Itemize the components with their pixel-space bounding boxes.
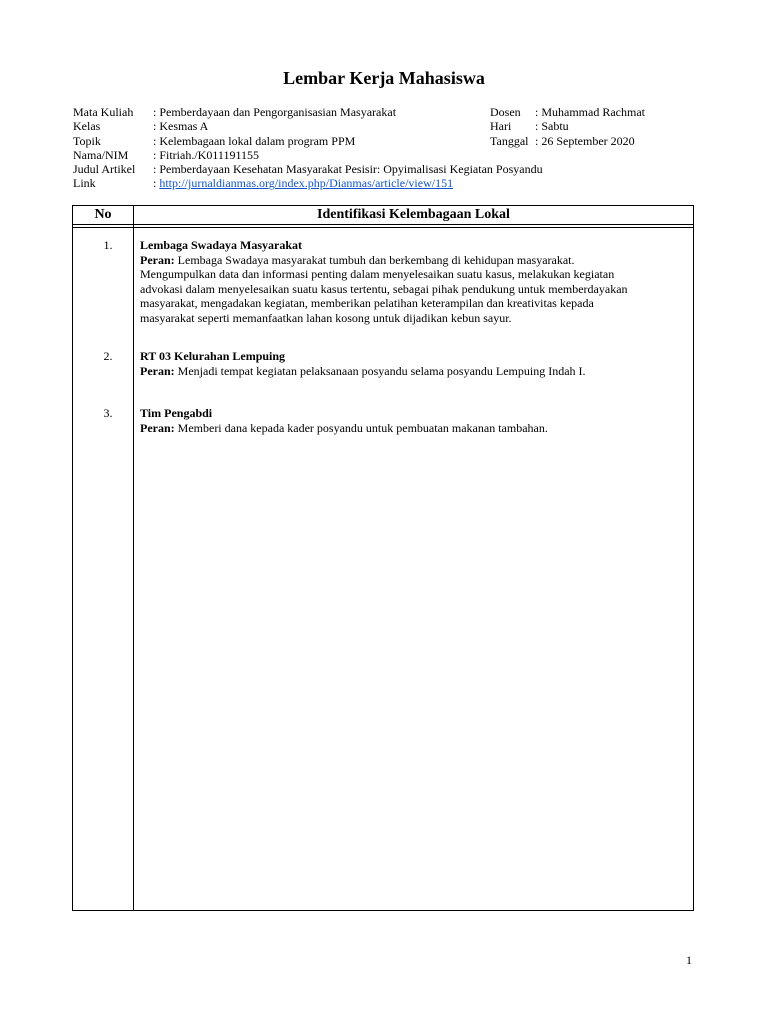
role-line: masyarakat, mengadakan kegiatan, memberikan pelatihan keterampilan dan kreativitas kepada bbox=[140, 296, 594, 310]
role-label: Peran: bbox=[140, 252, 175, 267]
link-field bbox=[153, 176, 453, 190]
kelas-label: Kelas bbox=[73, 119, 101, 134]
role-text bbox=[140, 253, 685, 268]
nama-nim-value: : Fitriah./K011191155 bbox=[153, 147, 259, 162]
column-header-identifikasi: Identifikasi Kelembagaan Lokal bbox=[317, 207, 510, 222]
nama-nim-label: Nama/NIM bbox=[73, 147, 129, 162]
info-row-mata-kuliah bbox=[73, 105, 693, 119]
hari-value: : Sabtu bbox=[535, 119, 569, 134]
judul-artikel-label: Judul Artikel bbox=[73, 162, 136, 177]
kelas-value: : Kesmas A bbox=[153, 119, 209, 134]
link-colon: : bbox=[153, 176, 160, 191]
institution-name: Lembaga Swadaya Masyarakat bbox=[140, 238, 303, 252]
info-row-nama bbox=[73, 148, 693, 162]
info-row-kelas bbox=[73, 119, 693, 133]
institution-name: Tim Pengabdi bbox=[140, 406, 213, 420]
topik-value: : Kelembagaan lokal dalam program PPM bbox=[153, 133, 356, 148]
page-number: 1 bbox=[686, 953, 692, 967]
link-label: Link bbox=[73, 176, 96, 191]
judul-artikel-value: : Pemberdayaan Kesehatan Masyarakat Pesisir: Opyimalisasi Kegiatan Posyandu bbox=[153, 162, 543, 177]
info-row-link bbox=[73, 176, 693, 190]
institution-name: RT 03 Kelurahan Lempuing bbox=[140, 349, 286, 363]
role-line: advokasi dalam menyelesaikan suatu kasus tertentu, sebagai pihak pendukung untuk memberdayakan bbox=[140, 281, 628, 296]
role-line: Lembaga Swadaya masyarakat tumbuh dan berkembang di kehidupan masyarakat. bbox=[174, 252, 575, 267]
row-content bbox=[140, 238, 685, 325]
dosen-value: : Muhammad Rachmat bbox=[535, 105, 645, 119]
header-divider-top bbox=[73, 224, 693, 225]
role-line: Mengumpulkan data dan informasi penting dalam menyelesaikan suatu kasus, melakukan kegiatan bbox=[140, 267, 615, 281]
row-number: 1. bbox=[103, 238, 113, 252]
role-text bbox=[140, 421, 685, 436]
role-line: Memberi dana kepada kader posyandu untuk pembuatan makanan tambahan. bbox=[174, 420, 548, 435]
tanggal-value: : 26 September 2020 bbox=[535, 133, 635, 148]
tanggal-label: Tanggal bbox=[490, 133, 529, 148]
identification-table bbox=[72, 205, 694, 911]
page-title: Lembar Kerja Mahasiswa bbox=[283, 68, 485, 88]
mata-kuliah-label: Mata Kuliah bbox=[73, 105, 134, 119]
article-link[interactable]: http://jurnaldianmas.org/index.php/Dianmas/article/view/151 bbox=[159, 176, 454, 191]
role-line: masyarakat seperti memanfaatkan lahan kosong untuk dijadikan kebun sayur. bbox=[140, 310, 512, 325]
topik-label: Topik bbox=[73, 133, 101, 148]
header-divider-bottom bbox=[73, 227, 693, 228]
column-header-no: No bbox=[94, 207, 112, 222]
role-label: Peran: bbox=[140, 420, 175, 435]
info-row-topik bbox=[73, 134, 693, 148]
row-content bbox=[140, 349, 685, 378]
info-row-judul bbox=[73, 162, 693, 176]
mata-kuliah-value: : Pemberdayaan dan Pengorganisasian Masyarakat bbox=[153, 105, 397, 119]
role-label: Peran: bbox=[140, 363, 175, 378]
info-block bbox=[73, 105, 693, 191]
row-content bbox=[140, 406, 685, 435]
dosen-label: Dosen bbox=[490, 105, 521, 119]
role-text bbox=[140, 364, 685, 379]
role-line: Menjadi tempat kegiatan pelaksanaan posyandu selama posyandu Lempuing Indah I. bbox=[174, 363, 586, 378]
column-divider bbox=[133, 206, 134, 910]
row-number: 3. bbox=[103, 406, 113, 420]
row-number: 2. bbox=[103, 349, 113, 363]
hari-label: Hari bbox=[490, 119, 512, 134]
